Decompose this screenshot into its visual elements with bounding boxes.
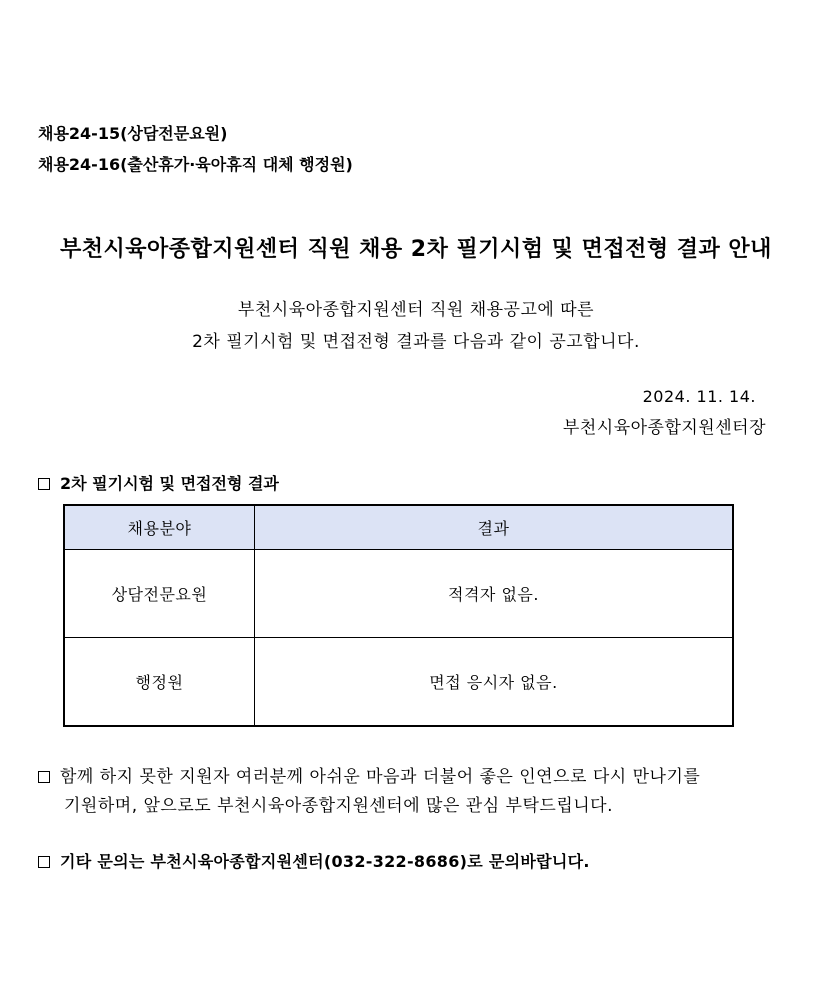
- table-row: [64, 550, 733, 638]
- contact-note: [38, 849, 590, 872]
- contact-text: 기타 문의는 부천시육아종합지원센터(032-322-8686)로 문의바랍니다.: [60, 852, 590, 871]
- notice-signer: 부천시육아종합지원센터장: [562, 418, 766, 438]
- table-row: [64, 638, 733, 727]
- recruitment-ref-1: 채용24-15(상담전문요원): [38, 124, 228, 143]
- table-header-row: [64, 505, 733, 550]
- notice-date: 2024. 11. 14.: [642, 387, 756, 406]
- header-result: 결과: [254, 505, 733, 550]
- section-heading-text: 2차 필기시험 및 면접전형 결과: [60, 474, 279, 493]
- page-title: 부천시육아종합지원센터 직원 채용 2차 필기시험 및 면접전형 결과 안내: [60, 237, 772, 262]
- checkbox-bullet-icon: [38, 771, 50, 783]
- row-result: 면접 응시자 없음.: [254, 638, 733, 727]
- section-heading: [38, 471, 279, 494]
- thanks-note: [38, 762, 700, 787]
- row-field: 상담전문요원: [64, 550, 254, 638]
- intro-line-1: 부천시육아종합지원센터 직원 채용공고에 따른: [237, 300, 595, 320]
- thanks-line-2: 기원하며, 앞으로도 부천시육아종합지원센터에 많은 관심 부탁드립니다.: [64, 796, 613, 816]
- intro-line-2: 2차 필기시험 및 면접전형 결과를 다음과 같이 공고합니다.: [192, 332, 640, 352]
- thanks-line-1: 함께 하지 못한 지원자 여러분께 아쉬운 마음과 더불어 좋은 인연으로 다시 만나기를: [60, 767, 701, 787]
- checkbox-bullet-icon: [38, 478, 50, 490]
- header-field: 채용분야: [64, 505, 254, 550]
- result-table: [63, 504, 734, 727]
- checkbox-bullet-icon: [38, 856, 50, 868]
- row-field: 행정원: [64, 638, 254, 727]
- row-result: 적격자 없음.: [254, 550, 733, 638]
- recruitment-ref-2: 채용24-16(출산휴가·육아휴직 대체 행정원): [38, 155, 353, 174]
